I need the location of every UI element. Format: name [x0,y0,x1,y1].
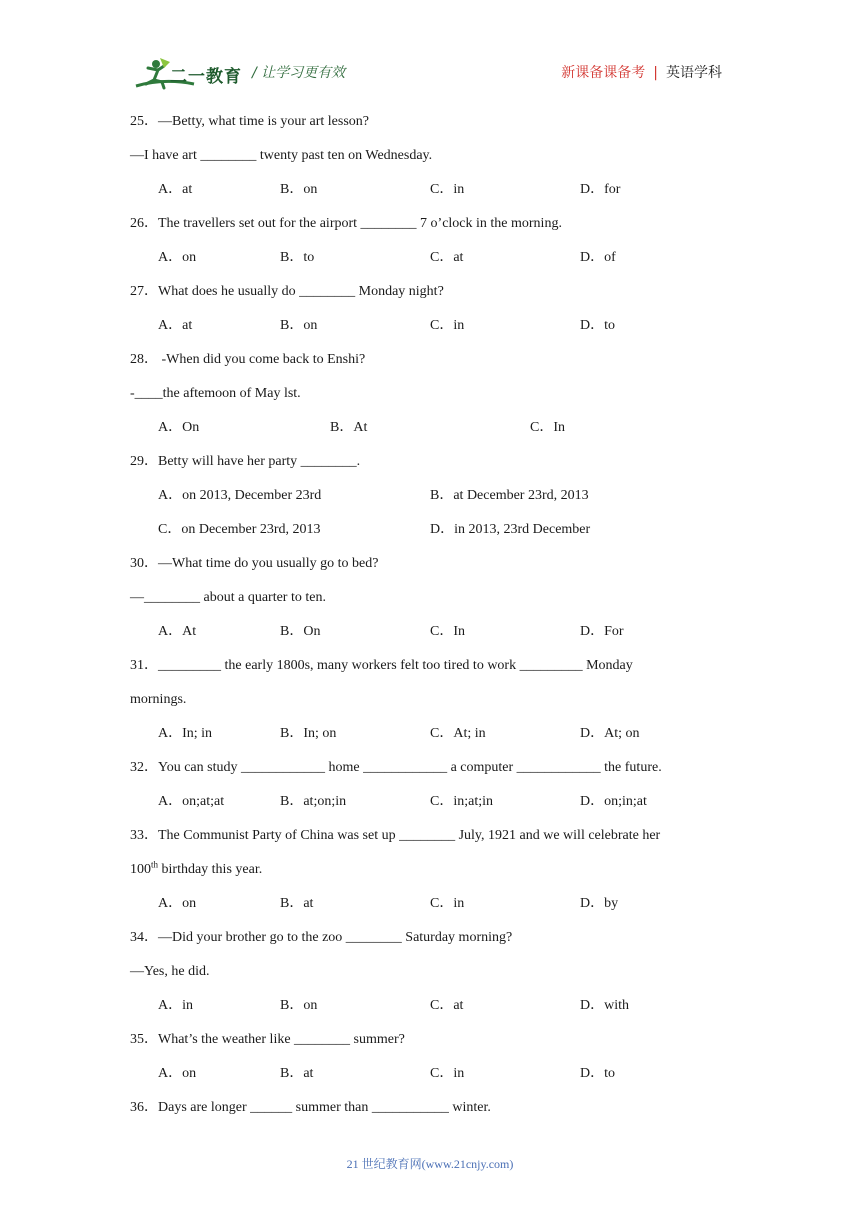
header-course-label: 新课备课备考 [561,65,646,81]
question-stem: 35．What’s the weather like ________ summer? [130,1032,405,1047]
option-row [130,414,730,448]
option-row [130,312,730,346]
option-c: C．in [430,182,465,197]
option-c: C．in;at;in [430,794,493,809]
option-b: B．to [280,250,315,265]
question-stem: 33．The Communist Party of China was set up ________ July, 1921 and we will celebrate her [130,828,661,843]
option-d: D．on;in;at [580,794,647,809]
option-b: B．at;on;in [280,794,347,809]
option-c: C．on December 23rd, 2013 [158,522,321,537]
option-b: B．On [280,624,321,639]
option-a: A．on 2013, December 23rd [158,488,322,503]
question-stem-line2: —I have art ________ twenty past ten on Wednesday. [130,148,433,163]
option-b: B．In; on [280,726,337,741]
question-stem: 25．—Betty, what time is your art lesson? [130,114,369,129]
option-a: A．At [158,624,197,639]
option-d: D．At; on [580,726,640,741]
option-d: D．with [580,998,629,1013]
option-d: D．for [580,182,621,197]
question-stem: 30．—What time do you usually go to bed? [130,556,379,571]
option-a: A．at [158,182,193,197]
question-stem: 27．What does he usually do ________ Monday night? [130,284,444,299]
option-d: D．by [580,896,619,911]
option-a: A．on [158,250,197,265]
option-c: C．at [430,250,464,265]
option-c: C．in [430,1066,465,1081]
header-separator: | [653,65,658,81]
option-b: B．at December 23rd, 2013 [430,488,589,503]
option-b: B．on [280,318,318,333]
header-subject: 英语学科 [666,65,722,81]
option-row [130,890,730,924]
question-stem-line2: —Yes, he did. [130,964,210,979]
stem-continuation: birthday this year. [158,862,263,877]
option-row [130,788,730,822]
option-c: C．in [430,318,465,333]
question-stem: 28． -When did you come back to Enshi? [130,352,366,367]
option-b: B．At [330,420,368,435]
option-a: A．on [158,896,197,911]
option-row [130,992,730,1026]
question-stem: 31．_________ the early 1800s, many workers felt too tired to work _________ Monday [130,658,633,673]
option-b: B．at [280,1066,314,1081]
option-b: B．on [280,182,318,197]
option-row [130,176,730,210]
question-list [130,108,730,1128]
ordinal-suffix: th [151,859,159,870]
option-d: D．in 2013, 23rd December [430,522,591,537]
option-b: B．at [280,896,314,911]
question-stem-line2 [130,856,730,890]
option-c: C．At; in [430,726,486,741]
page-header [0,0,860,100]
option-a: A．on;at;at [158,794,225,809]
question-stem-line2: -____the aftemoon of May lst. [130,386,301,401]
option-d: D．of [580,250,616,265]
option-row [130,482,730,516]
option-c: C．In [530,420,565,435]
option-c: C．at [430,998,464,1013]
header-slogan: / 让学习更有效 [252,65,346,81]
option-d: D．For [580,624,624,639]
question-stem-line2: —________ about a quarter to ten. [130,590,326,605]
logo-text: 二一教育 [170,67,242,87]
option-a: A．In; in [158,726,213,741]
option-c: C．in [430,896,465,911]
question-stem: 29．Betty will have her party ________. [130,454,361,469]
question-stem: 26．The travellers set out for the airport ________ 7 o’clock in the morning. [130,216,562,231]
question-stem: 32．You can study ____________ home ____________ a computer ____________ the future. [130,760,662,775]
option-a: A．in [158,998,193,1013]
page-footer[interactable]: 21 世纪教育网(www.21cnjy.com) [346,1157,514,1171]
ordinal-number: 100 [130,862,151,877]
question-stem: 36．Days are longer ______ summer than ___________ winter. [130,1100,491,1115]
option-a: A．on [158,1066,197,1081]
option-a: A．On [158,420,200,435]
header-right [561,62,722,82]
option-row [130,618,730,652]
question-stem: 34．—Did your brother go to the zoo ________ Saturday morning? [130,930,513,945]
option-d: D．to [580,318,615,333]
option-c: C．In [430,624,465,639]
option-row [130,516,730,550]
option-row [130,244,730,278]
option-d: D．to [580,1066,615,1081]
option-a: A．at [158,318,193,333]
option-b: B．on [280,998,318,1013]
question-stem-line2: mornings. [130,692,187,707]
option-row [130,1060,730,1094]
option-row [130,720,730,754]
